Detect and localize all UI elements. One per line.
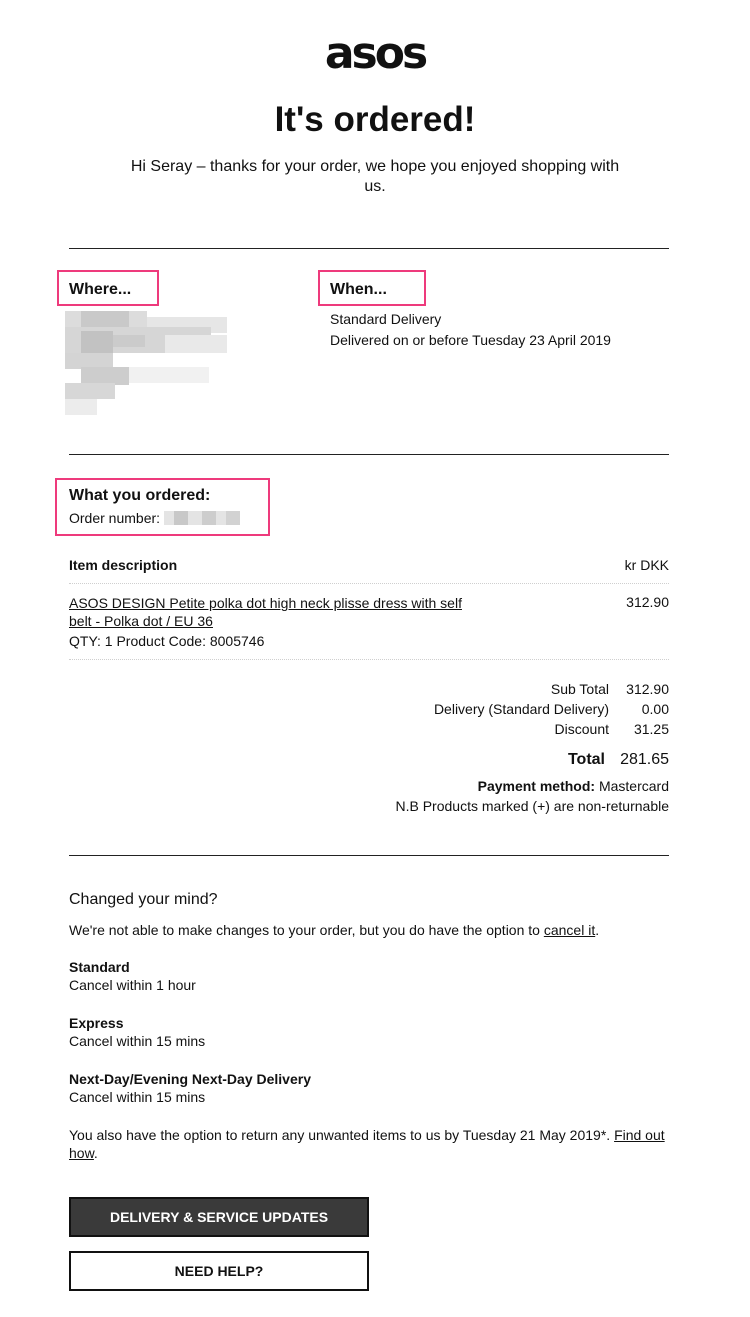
item-description-header: Item description xyxy=(69,557,178,573)
payment-method xyxy=(300,776,669,796)
total-label: Total xyxy=(567,751,605,768)
cancel-option-detail: Cancel within 15 mins xyxy=(69,1089,206,1105)
asos-logo[interactable]: asos xyxy=(324,28,426,79)
total-value: 281.65 xyxy=(620,751,669,768)
payment-method-label: Payment method: xyxy=(477,778,596,794)
divider xyxy=(69,248,669,249)
delivery-method: Standard Delivery xyxy=(330,311,442,327)
when-heading: When... xyxy=(330,281,387,298)
changes-text-suffix: . xyxy=(595,922,600,938)
cancel-order-link[interactable]: cancel it xyxy=(543,922,596,938)
return-info-end: . xyxy=(93,1145,98,1161)
divider xyxy=(69,855,669,856)
product-details: QTY: 1 Product Code: 8005746 xyxy=(69,633,265,649)
order-number-label: Order number: xyxy=(69,510,161,526)
non-returnable-note: N.B Products marked (+) are non-returnable xyxy=(395,798,669,814)
find-out-how-link[interactable]: how xyxy=(69,1145,94,1161)
currency-header: kr DKK xyxy=(624,557,669,573)
intro-text: Hi Seray – thanks for your order, we hope you enjoyed shopping with us. xyxy=(130,158,620,195)
return-info xyxy=(69,1126,669,1144)
cancel-option-name: Standard xyxy=(69,959,130,975)
product-price: 312.90 xyxy=(626,594,669,610)
cancel-option-detail: Cancel within 15 mins xyxy=(69,1033,206,1049)
return-info-cont xyxy=(69,1144,98,1162)
find-out-how-link[interactable]: Find out xyxy=(614,1127,665,1143)
changes-text xyxy=(69,920,669,940)
table-divider xyxy=(69,583,669,584)
table-divider xyxy=(69,659,669,660)
cancel-option-detail: Cancel within 1 hour xyxy=(69,977,196,993)
cancel-option-name: Express xyxy=(69,1015,124,1031)
page-title: It's ordered! xyxy=(274,100,476,139)
discount-label: Discount xyxy=(554,721,609,737)
product-name-link[interactable]: belt - Polka dot / EU 36 xyxy=(69,613,213,629)
subtotal-label: Sub Total xyxy=(550,681,609,697)
delivery-label: Delivery (Standard Delivery) xyxy=(433,701,609,717)
subtotal-value: 312.90 xyxy=(626,681,669,697)
redacted-order-number xyxy=(164,511,240,525)
delivery-value: 0.00 xyxy=(641,701,669,717)
product-name-link[interactable]: ASOS DESIGN Petite polka dot high neck plisse dress with self xyxy=(69,595,462,611)
divider xyxy=(69,454,669,455)
redacted-address xyxy=(65,311,235,417)
delivery-service-updates-button[interactable]: DELIVERY & SERVICE UPDATES xyxy=(69,1197,369,1237)
changes-text-prefix: We're not able to make changes to your order, but you do have the option to xyxy=(69,922,544,938)
need-help-button[interactable]: NEED HELP? xyxy=(69,1251,369,1291)
order-heading: What you ordered: xyxy=(69,487,211,504)
return-info-text: You also have the option to return any unwanted items to us by Tuesday 21 May 2019*. xyxy=(69,1127,615,1143)
payment-method-value: Mastercard xyxy=(598,778,669,794)
where-heading: Where... xyxy=(69,281,132,298)
discount-value: 31.25 xyxy=(633,721,669,737)
delivery-date: Delivered on or before Tuesday 23 April 2019 xyxy=(330,332,611,348)
changes-heading: Changed your mind? xyxy=(69,891,218,908)
cancel-option-name: Next-Day/Evening Next-Day Delivery xyxy=(69,1071,311,1087)
